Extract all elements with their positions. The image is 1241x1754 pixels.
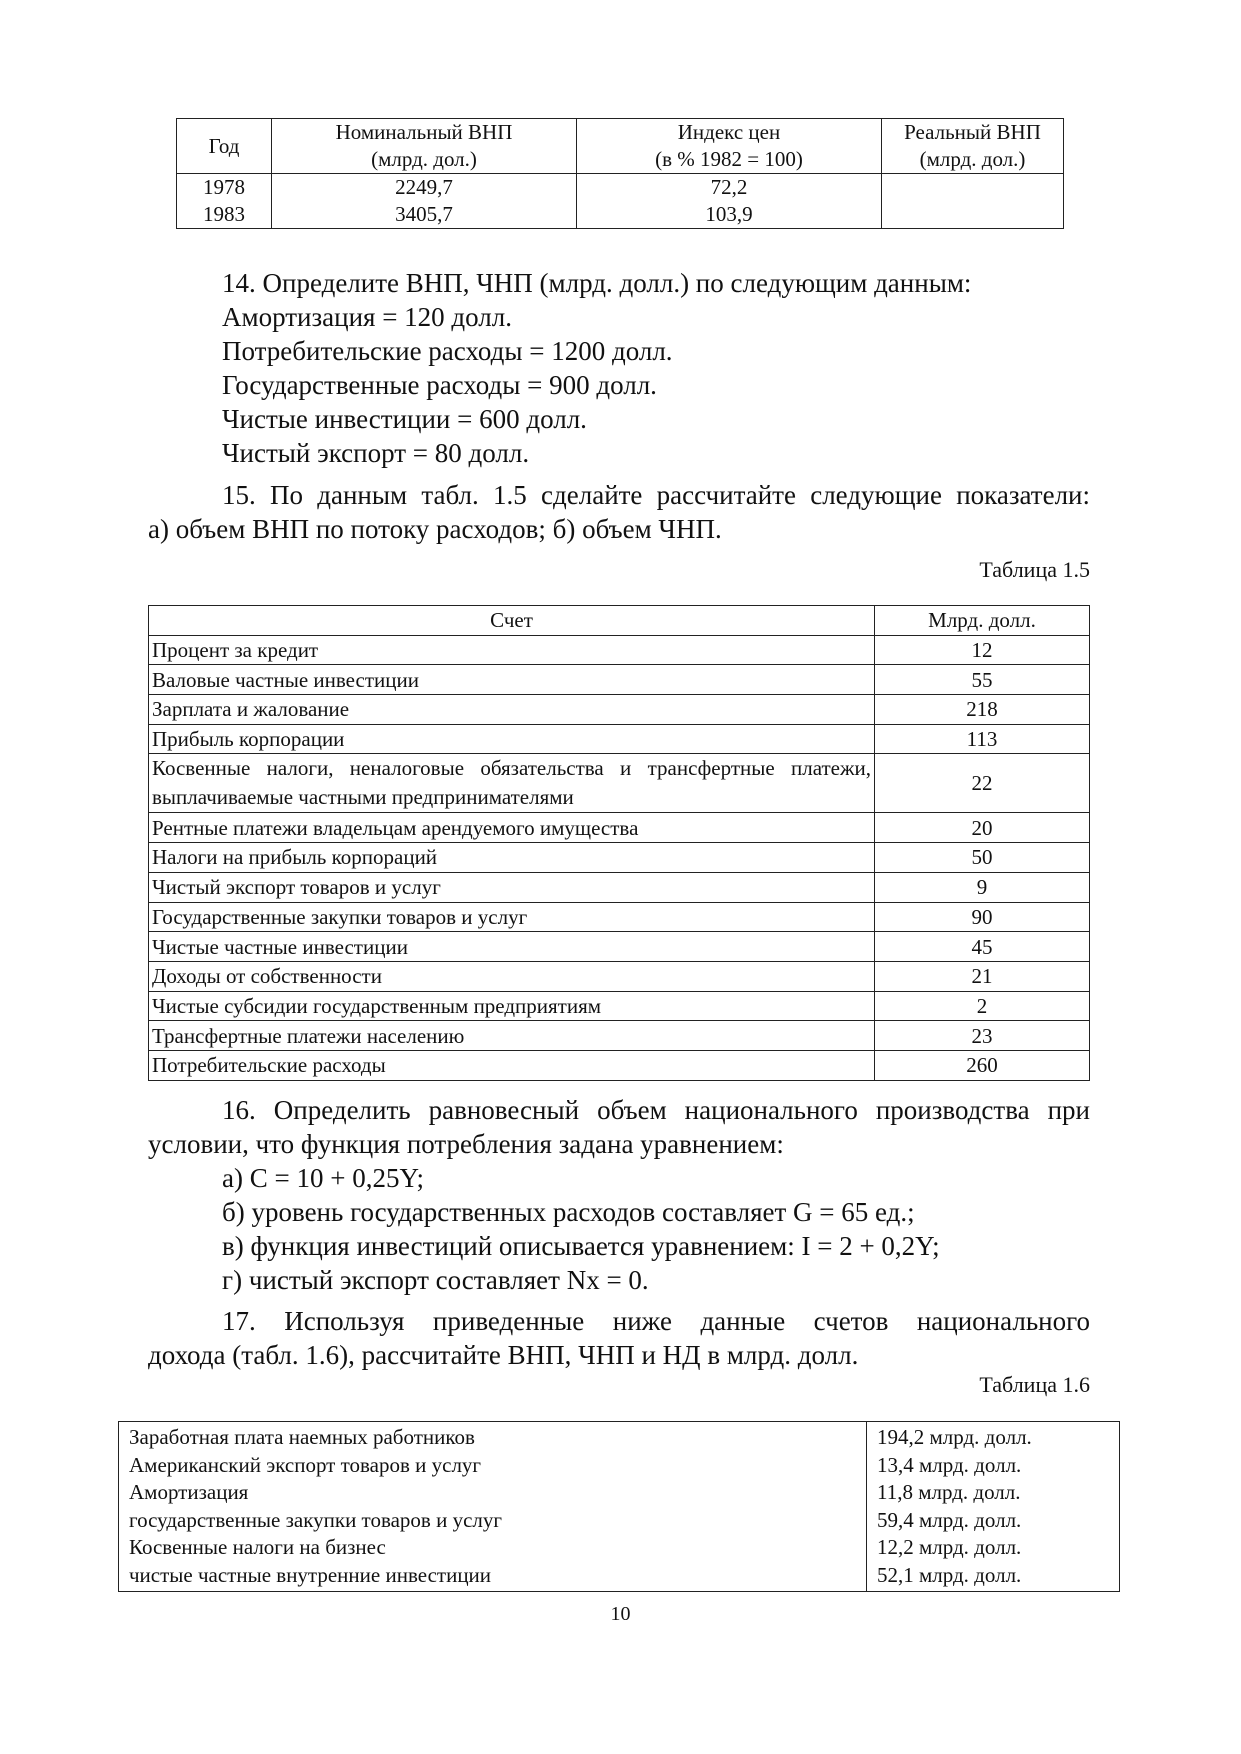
row-label: Зарплата и жалование	[149, 695, 875, 725]
row-value: 22	[875, 754, 1090, 813]
table-1-5-caption: Таблица 1.5	[979, 557, 1090, 582]
table-row	[149, 695, 1090, 725]
task-16-line: б) уровень государственных расходов составляет G = 65 ед.;	[222, 1197, 915, 1227]
price-index-cell: 72,2 103,9	[577, 174, 882, 229]
table-row	[149, 872, 1090, 902]
real-gnp-cell	[882, 174, 1064, 229]
gnp-price-index-table	[176, 118, 1064, 229]
row-label: Потребительские расходы	[149, 1050, 875, 1080]
header-nominal-gnp: Номинальный ВНП (млрд. дол.)	[272, 119, 577, 174]
page-number: 10	[610, 1603, 631, 1625]
table-row	[149, 902, 1090, 932]
task-15-line: 15. По данным табл. 1.5 сделайте рассчитайте следующие показатели:	[222, 480, 1090, 510]
header-year: Год	[177, 119, 272, 174]
row-value: 12,2 млрд. долл.	[867, 1534, 1120, 1562]
row-label: Трансфертные платежи населению	[149, 1021, 875, 1051]
header-billion-dollars: Млрд. долл.	[875, 606, 1090, 636]
row-label: Косвенные налоги на бизнес	[129, 1535, 386, 1559]
row-value: 11,8 млрд. долл.	[867, 1479, 1120, 1507]
row-value: 21	[875, 961, 1090, 991]
task-14-line: Чистые инвестиции = 600 долл.	[222, 404, 587, 434]
row-label: Государственные закупки товаров и услуг	[149, 902, 875, 932]
row-value: 194,2 млрд. долл.	[867, 1422, 1120, 1452]
table-row	[149, 1050, 1090, 1080]
task-16-line: условии, что функция потребления задана уравнением:	[148, 1129, 784, 1159]
row-label: Заработная плата наемных работников	[129, 1425, 475, 1449]
task-15	[148, 478, 1090, 546]
row-value: 52,1 млрд. долл.	[867, 1562, 1120, 1592]
row-label: Налоги на прибыль корпораций	[149, 843, 875, 873]
row-label: Чистые частные инвестиции	[149, 932, 875, 962]
task-16-line: в) функция инвестиций описывается уравнением: I = 2 + 0,2Y;	[222, 1231, 940, 1261]
nominal-gnp-cell: 2249,7 3405,7	[272, 174, 577, 229]
task-15-line: а) объем ВНП по потоку расходов; б) объем ЧНП.	[148, 514, 722, 544]
row-label: Прибыль корпорации	[149, 724, 875, 754]
year-cell: 1978 1983	[177, 174, 272, 229]
task-14-line: Потребительские расходы = 1200 долл.	[222, 336, 673, 366]
table-row	[119, 1452, 1120, 1480]
table-row	[149, 813, 1090, 843]
table-1-6	[118, 1421, 1120, 1592]
row-value: 260	[875, 1050, 1090, 1080]
task-16	[148, 1093, 1090, 1297]
row-value: 13,4 млрд. долл.	[867, 1452, 1120, 1480]
task-17	[148, 1304, 1090, 1372]
table-row	[149, 754, 1090, 813]
row-value: 113	[875, 724, 1090, 754]
table-row	[149, 843, 1090, 873]
row-label: Рентные платежи владельцам арендуемого имущества	[149, 813, 875, 843]
table-row	[119, 1562, 1120, 1592]
row-value: 55	[875, 665, 1090, 695]
table-body-row	[177, 174, 1064, 229]
header-real-gnp: Реальный ВНП (млрд. дол.)	[882, 119, 1064, 174]
row-value: 218	[875, 695, 1090, 725]
row-value: 20	[875, 813, 1090, 843]
row-value: 59,4 млрд. долл.	[867, 1507, 1120, 1535]
table-row	[149, 665, 1090, 695]
row-label: Процент за кредит	[149, 635, 875, 665]
table-row	[149, 635, 1090, 665]
table-row	[119, 1479, 1120, 1507]
table-1-5	[148, 605, 1090, 1081]
table-header-row	[177, 119, 1064, 174]
table-row	[119, 1507, 1120, 1535]
table-row	[119, 1534, 1120, 1562]
row-label: Амортизация	[129, 1480, 249, 1504]
row-value: 12	[875, 635, 1090, 665]
row-label: Чистый экспорт товаров и услуг	[149, 872, 875, 902]
header-price-index: Индекс цен (в % 1982 = 100)	[577, 119, 882, 174]
row-label: Валовые частные инвестиции	[149, 665, 875, 695]
row-value: 90	[875, 902, 1090, 932]
task-16-line: а) С = 10 + 0,25Y;	[222, 1163, 424, 1193]
table-row	[149, 1021, 1090, 1051]
table-header-row	[149, 606, 1090, 636]
task-14	[222, 266, 971, 470]
table-row	[149, 961, 1090, 991]
task-14-line: Чистый экспорт = 80 долл.	[222, 438, 530, 468]
row-label: государственные закупки товаров и услуг	[129, 1507, 502, 1532]
row-label: Доходы от собственности	[149, 961, 875, 991]
task-17-line: 17. Используя приведенные ниже данные счетов национального	[222, 1306, 1090, 1336]
row-value: 23	[875, 1021, 1090, 1051]
task-17-line: дохода (табл. 1.6), рассчитайте ВНП, ЧНП и НД в млрд. долл.	[148, 1340, 859, 1370]
task-14-line: Амортизация = 120 долл.	[222, 302, 512, 332]
row-value: 2	[875, 991, 1090, 1021]
row-label: чистые частные внутренние инвестиции	[129, 1562, 492, 1587]
row-value: 45	[875, 932, 1090, 962]
table-row	[149, 932, 1090, 962]
table-row	[119, 1422, 1120, 1452]
row-label: Чистые субсидии государственным предприятиям	[149, 991, 875, 1021]
task-14-line: Государственные расходы = 900 долл.	[222, 370, 657, 400]
table-row	[149, 724, 1090, 754]
table-row	[149, 991, 1090, 1021]
task-16-line: г) чистый экспорт составляет Nx = 0.	[222, 1265, 649, 1295]
task-16-line: 16. Определить равновесный объем национального производства при	[222, 1095, 1090, 1125]
header-account: Счет	[149, 606, 875, 636]
table-1-6-caption: Таблица 1.6	[979, 1372, 1090, 1397]
row-value: 50	[875, 843, 1090, 873]
row-value: 9	[875, 872, 1090, 902]
row-label: Косвенные налоги, неналоговые обязательства и трансфертные платежи, выплачиваемые частными предпринимателями	[149, 754, 875, 813]
task-14-line: 14. Определите ВНП, ЧНП (млрд. долл.) по следующим данным:	[222, 268, 972, 298]
row-label: Американский экспорт товаров и услуг	[129, 1452, 482, 1477]
